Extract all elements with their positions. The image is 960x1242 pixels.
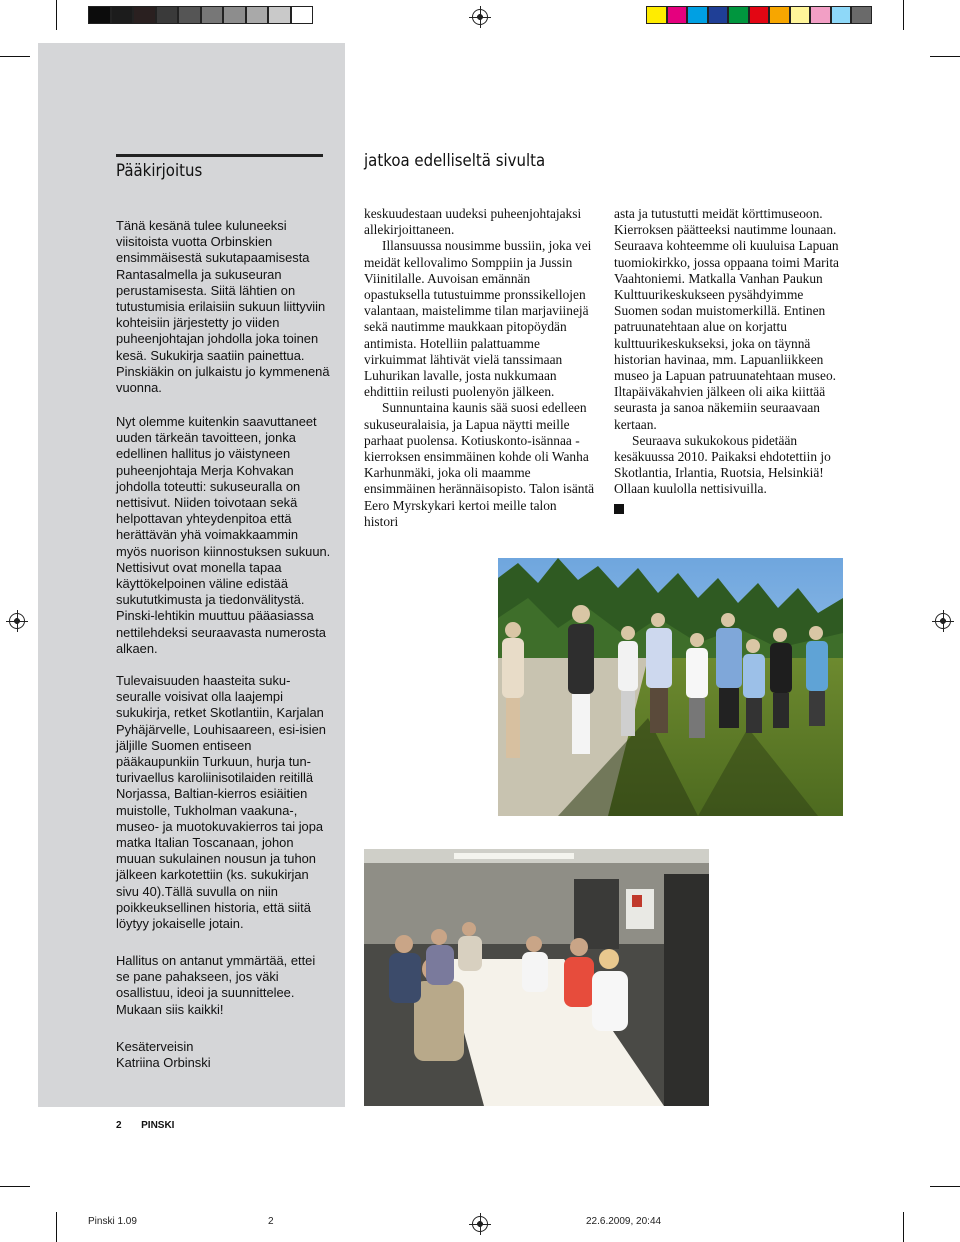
folio [116,1120,174,1131]
color-swatch [646,6,667,24]
grayscale-color-bar [88,6,313,24]
crop-mark [56,1212,57,1242]
gray-swatch [291,6,314,24]
crop-mark [903,0,904,30]
continued-heading: jatkoa edelliseltä sivulta [364,151,546,171]
gray-swatch [223,6,246,24]
crop-mark [0,1186,30,1187]
editorial-paragraph: Tänä kesänä tulee kuluneeksi viisitoista vuotta Orbinskien ensimmäisestä sukutapaamisesta Rantasalmella ja sukuseuran perustamisesta. Siitä lähtien on tutustumisia erilaisiin sukuun liittyviin kohteisiin järjestetty jo viiden puheenjohtajan johdolla joka toinen kesä. Sukukirja saatiin painettua. Pinskiäkin on julkaistu jo kymmenenä vuonna. [116,218,330,396]
editorial-heading: Pääkirjoitus [116,161,203,181]
article-paragraph: keskuudestaan uudeksi puheenjohtajaksi allekirjoittaneen. [364,206,582,238]
color-swatch [769,6,790,24]
crop-mark [0,56,30,57]
meeting-photo-image [364,849,709,1106]
article-paragraph: Sunnuntaina kaunis sää suosi edelleen sukuseuralaisia, ja Lapua näytti meille parhaat puolensa. Kotiuskonto-isännaa -kierroksen ensimmäinen kohde oli Wanha Karhunmäki, joka oli maamme ensimmäinen herännäisopisto. Talon isäntä Eero Myrskykari kertoi meille talon histori [364,400,595,529]
signature-name: Katriina Orbinski [116,1055,211,1071]
heading-rule [116,154,323,157]
registration-target-icon [9,613,25,629]
outdoor-group-photo [498,558,843,816]
gray-swatch [133,6,156,24]
cmyk-color-bar [646,6,872,24]
editorial-body [116,673,331,932]
magazine-name: PINSKI [141,1120,175,1131]
gray-swatch [88,6,111,24]
page-number: 2 [116,1120,122,1131]
color-swatch [728,6,749,24]
crop-mark [930,1186,960,1187]
color-swatch [687,6,708,24]
gray-swatch [268,6,291,24]
color-swatch [708,6,729,24]
meeting-photo [364,849,709,1106]
gray-swatch [246,6,269,24]
crop-mark [930,56,960,57]
gray-swatch [178,6,201,24]
editorial-body [116,218,331,396]
article-end-mark-icon [614,504,624,514]
color-swatch [831,6,852,24]
signature-greeting: Kesäterveisin [116,1039,194,1054]
editorial-signature [116,1039,331,1071]
article-paragraph: asta ja tutustutti meidät körttimuseoon. Kierroksen päätteeksi nautimme lounaan. Seuraava kohteemme oli kuuluisa Lapuan tuomiokirkko, jossa oppaana toimi Marita Vaahtoniemi. Matkalla Vanhan Paukun Kulttuurikeskukseen pysähdyimme Suomen sodan muistomerkillä. Entinen patruunatehtaan alue on korjattu kulttuurikeskukseksi, joka on täynnä historian havinaa, mm. Lapuanliikkeen museo ja Lapuan patruunatehtaan museo. Iltapäiväkahvien jälkeen oli aika kiittää seurasta ja sanoa näkemiin seuraavaan kertaan. [614,206,839,432]
color-swatch [810,6,831,24]
registration-target-icon [472,9,488,25]
editorial-body [116,953,331,1018]
article-paragraph: Illansuussa nousimme bussiin, joka vei meidät kellovalimo Somppiin ja Jussin Viinitilalle. Auvoisan emännän opastuksella tutustuimme pronssikellojen valantaan, maistelimme tilan marjaviinejä sekä nautimme maukkaan pitopöydän antimista. Hotelliin palattuamme virkuimmat lähtivät vielä tanssimaan Luhurikan lavalle, josta nukkumaan ehdittiin reilusti puolenyön jälkeen. [364,238,592,400]
crop-mark [56,0,57,30]
color-swatch [667,6,688,24]
editorial-body [116,414,331,657]
article-column-1 [364,206,596,530]
slug-datetime: 22.6.2009, 20:44 [586,1216,662,1227]
outdoor-group-photo-image [498,558,843,816]
editorial-paragraph: Tulevaisuuden haasteita sukuseuralle voisivat olla laajempi sukukirja, retket Skotlantiin, Karjalan Pyhäjärvelle, Louhisaareen, esi-isien jäljille Suomen entiseen pääkaupunkiin Turkuun, hurja tunturivaellus karoliinisotilaiden reitillä Norjassa, Baltian-kierros esiäitien muistolle, Tukholman vaakuna-, museo- ja muotokuvakierros tai jopa matka Italian Toscanaan, johon muuan sukulainen nousun ja tuhon jälkeen karkotettiin (ks. sukukirjan sivu 40).Tällä suvulla on niin poikkeuksellinen historia, että siitä löytyy jokaiselle jotain. [116,673,326,932]
article-paragraph: Seuraava sukukokous pidetään kesäkuussa 2010. Paikaksi ehdotettiin jo Skotlantia, Irlantia, Ruotsia, Helsinkiä! Ollaan kuulolla nettisivuilla. [614,432,831,497]
article-column-2 [614,206,846,518]
slug-page: 2 [268,1216,274,1227]
registration-target-icon [472,1216,488,1232]
crop-mark [903,1212,904,1242]
editorial-paragraph: Nyt olemme kuitenkin saavuttaneet uuden tärkeän tavoitteen, jonka edellinen hallitus jo väistyneen puheenjohtaja Merja Kohvakan johdolla toteutti: sukuseuralla on nettisivut. Niiden toivotaan sekä helpottavan yhteydenpitoa että herättävän yhä voimakkaammin myös nuorison kiinnostuksen sukuun. Nettisivut ovat monella tapaa käyttökelpoinen väline edistää sukututkimusta ja tiedonvälitystä. Pinski-lehtikin muuttuu pääasiassa nettilehdeksi seuraavasta numerosta alkaen. [116,414,331,656]
registration-target-icon [935,613,951,629]
slug-file: Pinski 1.09 [88,1216,137,1227]
gray-swatch [156,6,179,24]
color-swatch [851,6,872,24]
gray-swatch [111,6,134,24]
editorial-paragraph: Hallitus on antanut ymmärtää, ettei se pane pahakseen, jos väki osallistuu, ideoi ja suunnittelee. Mukaan siis kaikki! [116,953,316,1017]
gray-swatch [201,6,224,24]
color-swatch [749,6,770,24]
color-swatch [790,6,811,24]
